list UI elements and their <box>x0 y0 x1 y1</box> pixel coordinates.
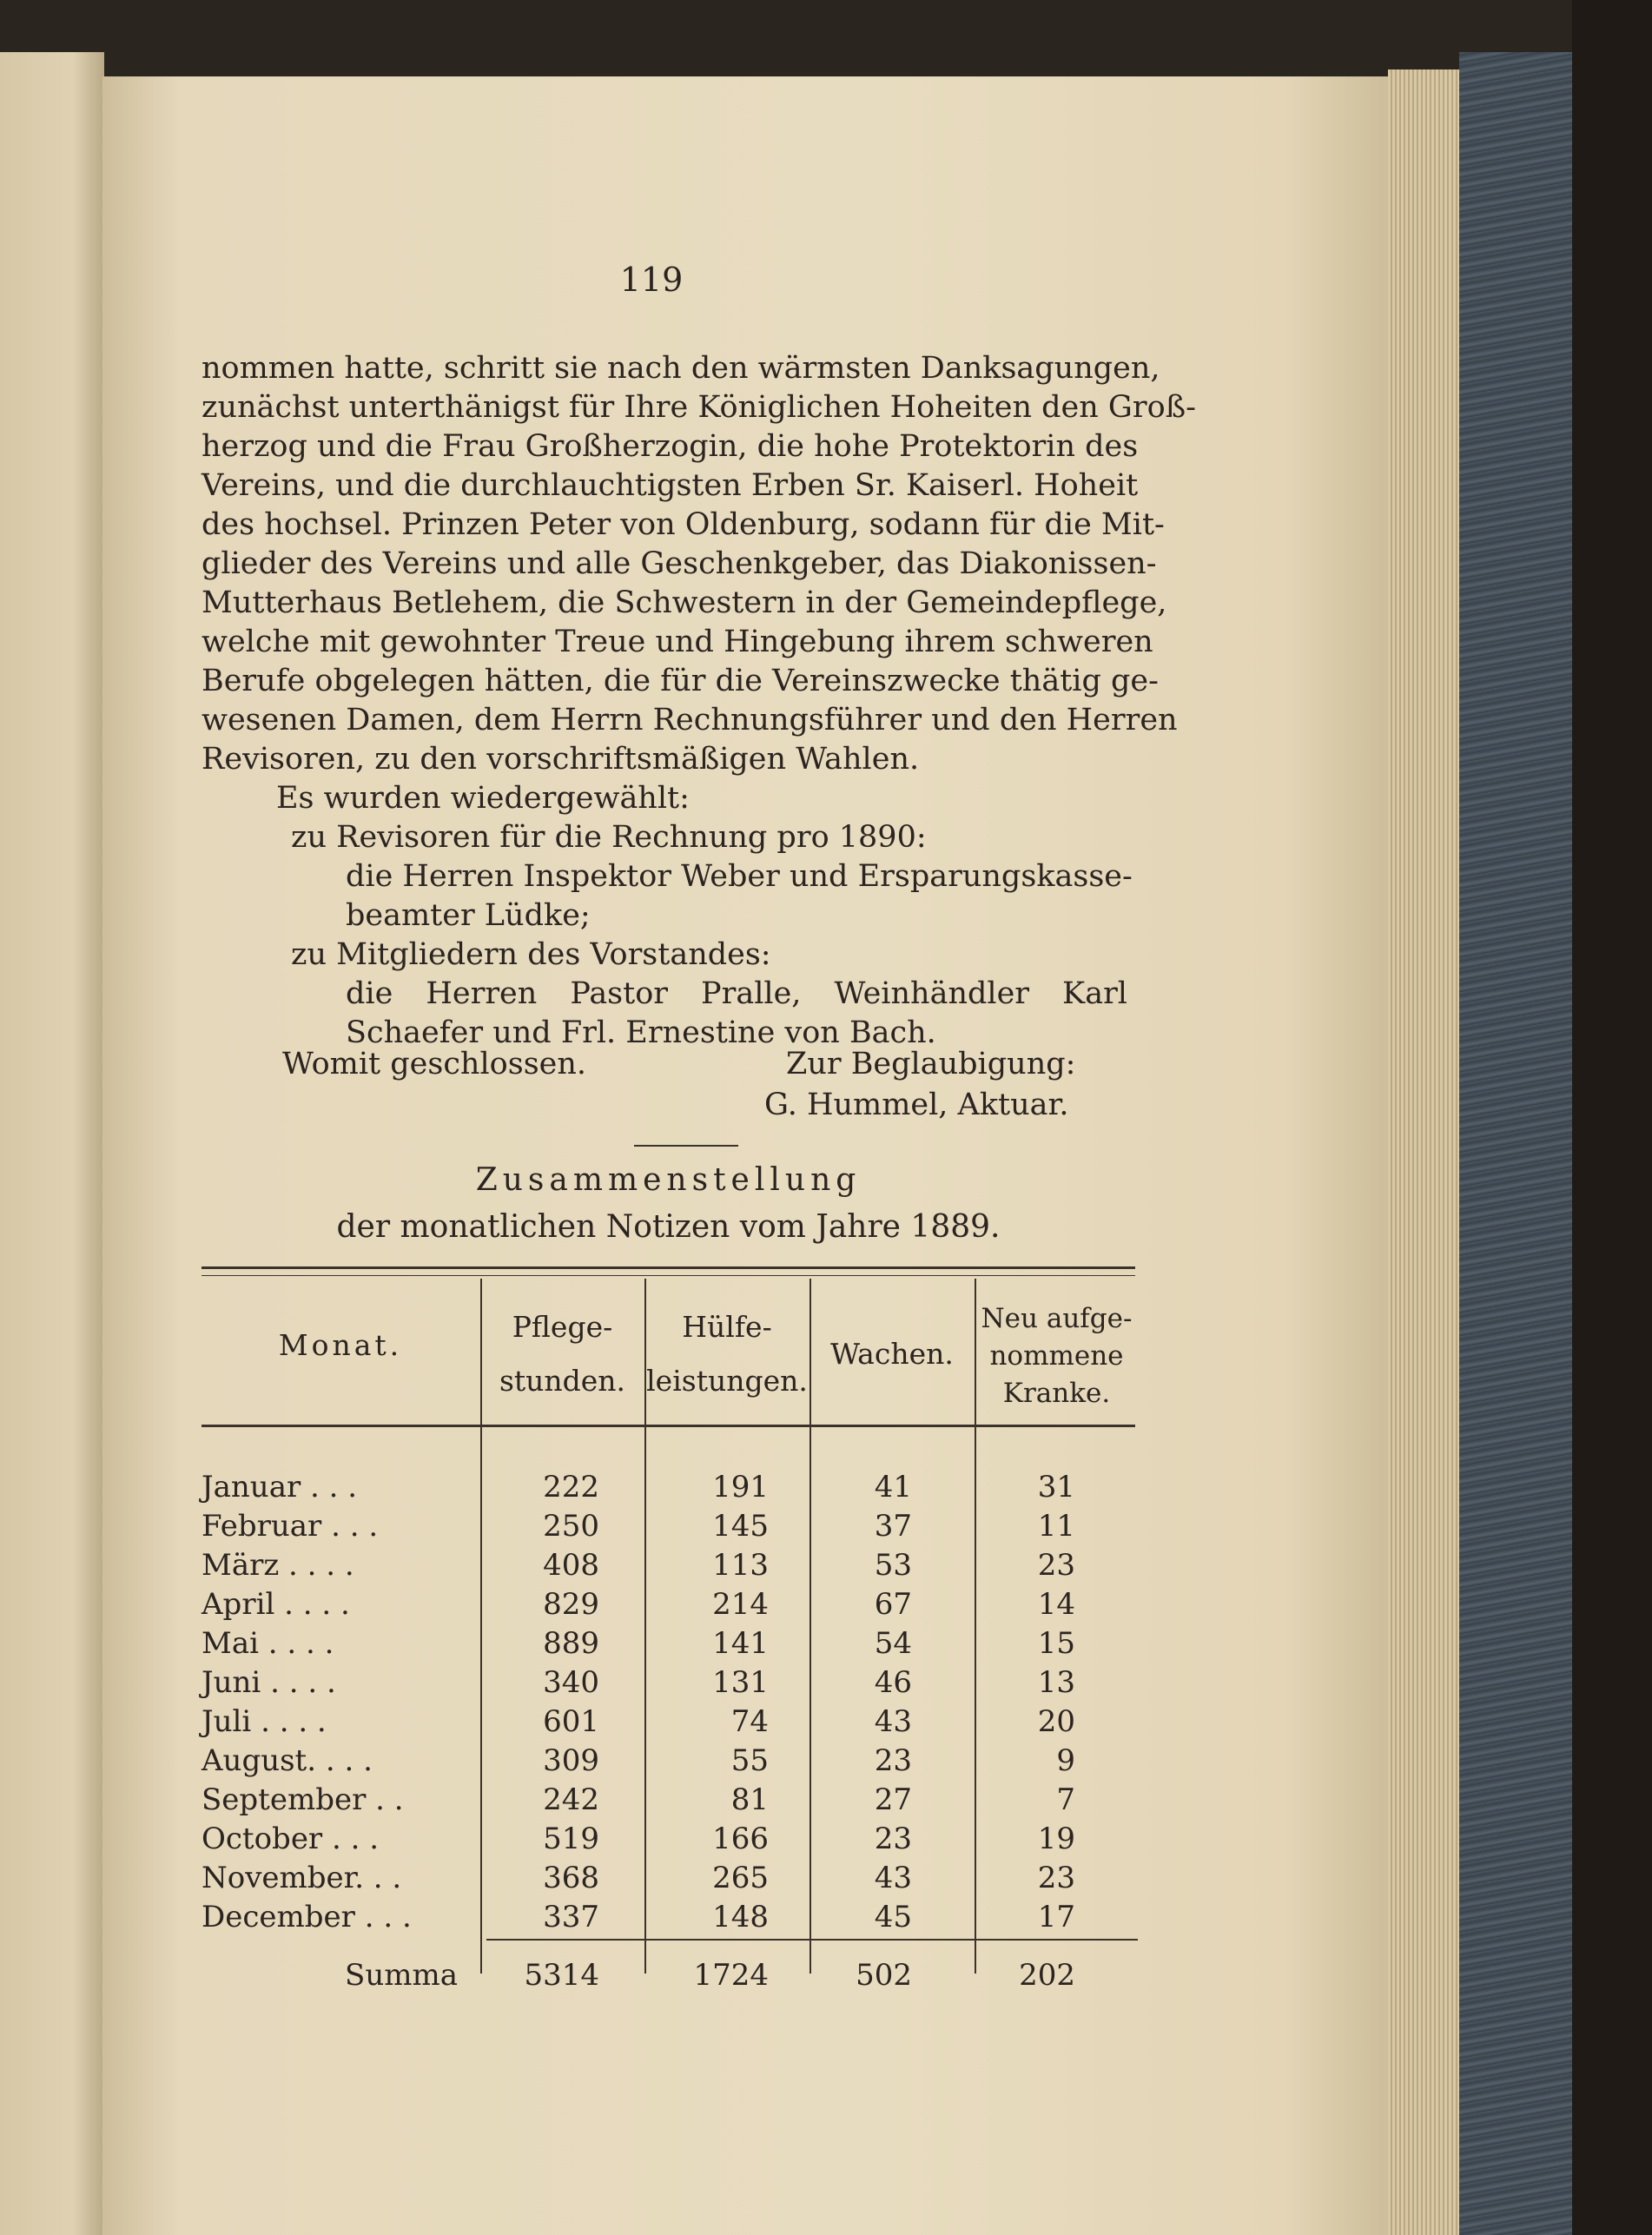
body-line: wesenen Damen, dem Herrn Rechnungsführer und den Herren <box>202 703 1178 737</box>
new-cell: 20 <box>1037 1704 1075 1739</box>
watch-cell: 53 <box>874 1548 912 1583</box>
closing-text: Womit geschlossen. <box>282 1047 587 1081</box>
help-cell: 55 <box>730 1743 769 1778</box>
month-cell: December . . . <box>202 1900 412 1934</box>
month-cell: November. . . <box>202 1861 402 1895</box>
month-cell: September . . <box>202 1782 404 1817</box>
closing-row <box>282 1047 1099 1081</box>
body-line: des hochsel. Prinzen Peter von Oldenburg, sodann für die Mit- <box>202 507 1165 542</box>
watch-cell: 23 <box>874 1743 912 1778</box>
watch-cell: 43 <box>874 1861 912 1895</box>
month-cell: Februar . . . <box>202 1509 379 1544</box>
page-number: 119 <box>619 261 684 299</box>
board-heading: zu Mitgliedern des Vorstandes: <box>291 937 771 972</box>
book-cover <box>1459 52 1572 2235</box>
new-cell: 23 <box>1037 1548 1075 1583</box>
total-help: 1724 <box>693 1958 769 1993</box>
header-help-1: Hülfe- <box>682 1310 772 1344</box>
care-cell: 242 <box>543 1782 599 1817</box>
new-cell: 15 <box>1037 1626 1075 1661</box>
total-watch: 502 <box>856 1958 912 1993</box>
watch-cell: 27 <box>874 1782 912 1817</box>
watch-cell: 37 <box>874 1509 912 1544</box>
new-cell: 11 <box>1037 1509 1075 1544</box>
watch-cell: 43 <box>874 1704 912 1739</box>
new-cell: 17 <box>1037 1900 1075 1934</box>
help-cell: 191 <box>712 1470 769 1504</box>
watch-cell: 46 <box>874 1665 912 1700</box>
month-cell: Mai . . . . <box>202 1626 334 1661</box>
body-line: nommen hatte, schritt sie nach den wärmsten Danksagungen, <box>202 351 1160 386</box>
month-cell: October . . . <box>202 1822 380 1856</box>
watch-cell: 45 <box>874 1900 912 1934</box>
table-top-rule-thin <box>202 1275 1135 1276</box>
certification-label: Zur Beglaubigung: <box>786 1047 1076 1081</box>
body-line: zunächst unterthänigst für Ihre Königlichen Hoheiten den Groß- <box>202 390 1196 425</box>
header-month: Monat. <box>278 1328 403 1362</box>
board-names: die Herren Pastor Pralle, Weinhändler Karl <box>346 976 1127 1011</box>
care-cell: 222 <box>543 1470 599 1504</box>
body-line: Vereins, und die durchlauchtigsten Erben Sr. Kaiserl. Hoheit <box>202 468 1139 503</box>
help-cell: 166 <box>712 1822 769 1856</box>
body-line: herzog und die Frau Großherzogin, die hohe Protektorin des <box>202 429 1139 464</box>
help-cell: 265 <box>712 1861 769 1895</box>
new-cell: 31 <box>1037 1470 1075 1504</box>
month-cell: Januar . . . <box>202 1470 358 1504</box>
new-cell: 13 <box>1037 1665 1075 1700</box>
care-cell: 519 <box>543 1822 599 1856</box>
care-cell: 250 <box>543 1509 599 1544</box>
section-divider <box>634 1145 738 1147</box>
care-cell: 829 <box>543 1587 599 1622</box>
table-title: Zusammenstellung <box>475 1162 862 1198</box>
signature: G. Hummel, Aktuar. <box>764 1088 1069 1122</box>
revisors-names-cont: beamter Lüdke; <box>346 898 591 933</box>
header-bottom-rule <box>202 1425 1135 1427</box>
header-help-2: leistungen. <box>646 1364 808 1398</box>
watch-cell: 67 <box>874 1587 912 1622</box>
election-intro: Es wurden wiedergewählt: <box>276 781 690 816</box>
header-care-2: stunden. <box>499 1364 626 1398</box>
revisors-names: die Herren Inspektor Weber und Ersparungskasse- <box>346 859 1133 894</box>
new-cell: 14 <box>1037 1587 1075 1622</box>
page-stack-edges <box>1388 69 1459 2235</box>
revisors-heading: zu Revisoren für die Rechnung pro 1890: <box>291 820 927 855</box>
help-cell: 141 <box>712 1626 769 1661</box>
help-cell: 145 <box>712 1509 769 1544</box>
month-cell: August. . . . <box>202 1743 373 1778</box>
care-cell: 601 <box>543 1704 599 1739</box>
header-new-3: Kranke. <box>1002 1378 1111 1409</box>
total-care: 5314 <box>524 1958 599 1993</box>
care-cell: 309 <box>543 1743 599 1778</box>
header-care-1: Pflege- <box>512 1310 613 1344</box>
new-cell: 19 <box>1037 1822 1075 1856</box>
help-cell: 148 <box>712 1900 769 1934</box>
care-cell: 408 <box>543 1548 599 1583</box>
total-label: Summa <box>345 1958 458 1993</box>
left-page-edge <box>0 52 104 2235</box>
body-line: Berufe obgelegen hätten, die für die Vereinszwecke thätig ge- <box>202 664 1159 698</box>
care-cell: 368 <box>543 1861 599 1895</box>
body-line: welche mit gewohnter Treue und Hingebung ihrem schweren <box>202 625 1153 659</box>
header-watch: Wachen. <box>830 1337 954 1371</box>
background <box>1572 0 1652 2235</box>
body-line: glieder des Vereins und alle Geschenkgeber, das Diakonissen- <box>202 546 1157 581</box>
body-line: Revisoren, zu den vorschriftsmäßigen Wahlen. <box>202 742 920 777</box>
help-cell: 81 <box>730 1782 769 1817</box>
total-new: 202 <box>1019 1958 1075 1993</box>
board-names-cont: Schaefer und Frl. Ernestine von Bach. <box>346 1015 936 1050</box>
month-cell: Juli . . . . <box>202 1704 327 1739</box>
table-subtitle: der monatlichen Notizen vom Jahre 1889. <box>336 1209 1001 1245</box>
care-cell: 337 <box>543 1900 599 1934</box>
new-cell: 9 <box>1056 1743 1075 1778</box>
column-divider <box>809 1279 811 1974</box>
care-cell: 889 <box>543 1626 599 1661</box>
new-cell: 23 <box>1037 1861 1075 1895</box>
watch-cell: 41 <box>874 1470 912 1504</box>
sum-rule <box>486 1939 1138 1941</box>
watch-cell: 23 <box>874 1822 912 1856</box>
help-cell: 214 <box>712 1587 769 1622</box>
month-cell: April . . . . <box>202 1587 350 1622</box>
watch-cell: 54 <box>874 1626 912 1661</box>
help-cell: 74 <box>730 1704 769 1739</box>
month-cell: Juni . . . . <box>202 1665 336 1700</box>
care-cell: 340 <box>543 1665 599 1700</box>
new-cell: 7 <box>1056 1782 1075 1817</box>
month-cell: März . . . . <box>202 1548 354 1583</box>
header-new-2: nommene <box>989 1340 1124 1372</box>
help-cell: 113 <box>712 1548 769 1583</box>
table-top-rule <box>202 1266 1135 1269</box>
help-cell: 131 <box>712 1665 769 1700</box>
header-new-1: Neu aufge- <box>981 1303 1133 1334</box>
body-line: Mutterhaus Betlehem, die Schwestern in der Gemeindepflege, <box>202 585 1167 620</box>
